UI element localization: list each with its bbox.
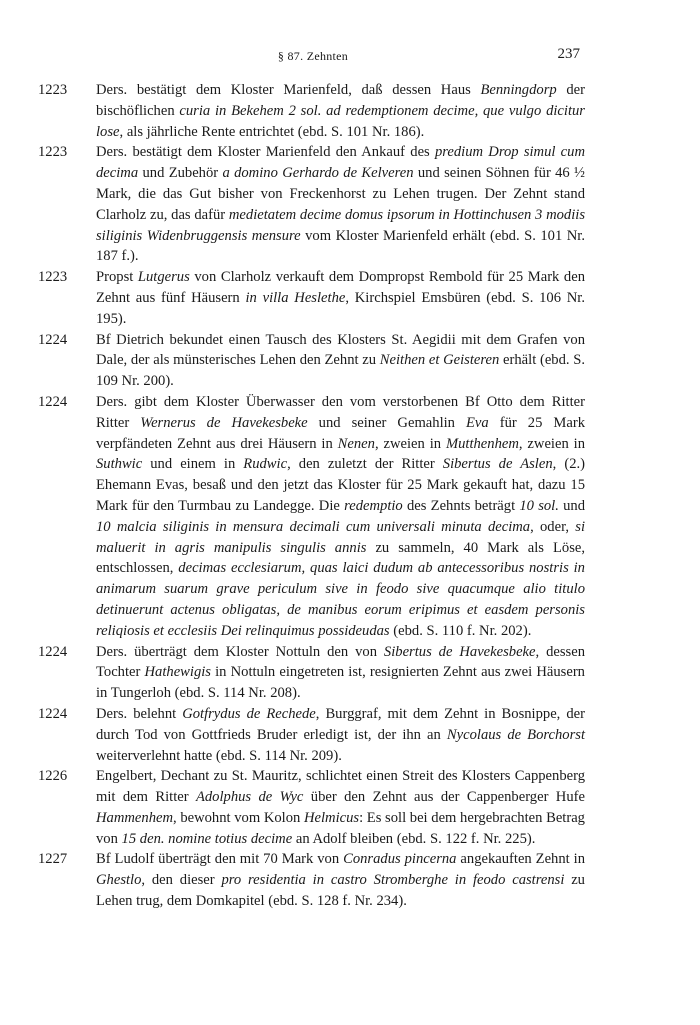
entry-text: in Nottuln eingetreten ist, resignierten Zehnt aus zwei Häusern in Tungerloh (ebd. S. 114 Nr. 208). (96, 664, 585, 702)
latin-quote: Hathewigis (144, 664, 211, 681)
entry-text: Bf Dietrich bekundet einen Tausch des Klosters St. Aegidii mit dem Grafen von Dale, der als münsterisches Lehen den Zehnt zu (96, 331, 585, 369)
latin-quote: 10 malcia siliginis in mensura decimali cum universali minuta decima (96, 518, 531, 535)
entry-text: zu Lehen trug, dem Domkapitel (ebd. S. 128 f. Nr. 234). (96, 872, 585, 910)
entry-text: : Es soll bei dem hergebrachten Betrag von (96, 809, 585, 847)
entry-text: (ebd. S. 110 f. Nr. 202). (389, 622, 532, 639)
entry-year: 1224 (38, 643, 68, 660)
entry-text: der bischöflichen (96, 82, 585, 119)
latin-quote: a domino Gerhardo de Kelveren (222, 165, 414, 182)
regest-entry (38, 766, 585, 849)
latin-quote: Nycolaus de Borchorst (446, 726, 586, 743)
entry-text: , zweien in (374, 435, 446, 452)
latin-quote: Nenen (337, 435, 375, 452)
latin-quote: Benningdorp (480, 82, 557, 98)
latin-quote: Helmicus (303, 809, 360, 826)
entry-text: von Clarholz verkauft dem Dompropst Rembold für 25 Mark den Zehnt aus fünf Häusern (96, 269, 586, 306)
entry-year: 1223 (38, 144, 68, 161)
latin-quote: si maluerit in agris manipulis singulis annis (96, 518, 585, 556)
latin-quote: Suthwic (96, 456, 143, 473)
entry-text: und seinen Söhnen für 46 ½ Mark, die das Gut bisher von Freckenhorst zu Lehen trugen. Der Zehnt stand Clarholz zu, das dafür (96, 165, 585, 223)
entry-year: 1226 (38, 768, 68, 785)
entry-text: angekauften Zehnt in (456, 851, 585, 868)
entry-text: , dessen Tochter (96, 643, 585, 681)
entry-text: für 25 Mark verpfändeten Zehnt aus drei Häusern in (96, 414, 585, 452)
entry-year: 1223 (38, 269, 68, 286)
entry-text: , Kirchspiel Emsbüren (ebd. S. 106 Nr. 195). (96, 289, 586, 327)
latin-quote: in villa Heslethe (245, 289, 346, 306)
latin-quote: medietatem decime domus ipsorum in Hottinchusen 3 modiis siliginis Widenbruggensis mensure (96, 206, 586, 244)
entry-text: , oder, (530, 518, 576, 535)
latin-quote: Conradus pincerna (343, 851, 457, 868)
entry-text: vom Kloster Marienfeld erhält (ebd. S. 101 Nr. 187 f.). (96, 227, 585, 265)
entry-text: , (2.) Ehemann Evas, besaß und den jetzt das Kloster für 25 Mark gekauft hat, dazu 15 Mark für den Turmbau zu Landegge. Die (96, 456, 585, 514)
regest-entry (38, 80, 585, 142)
latin-quote: 15 den. nomine totius decime (121, 830, 293, 847)
regest-entry (38, 142, 585, 267)
latin-quote: Rudwic (243, 456, 288, 473)
entry-text: , bewohnt vom Kolon (173, 809, 304, 826)
running-head (46, 46, 580, 66)
entry-text: weiterverlehnt hatte (ebd. S. 114 Nr. 209). (96, 747, 342, 764)
entry-text: Ders. überträgt dem Kloster Nottuln den von (96, 643, 384, 660)
entry-text: , Burggraf, mit dem Zehnt in Bosnippe, der durch Tod von Gottfrieds Bruder erledigt ist, der ihn an (96, 705, 585, 743)
entry-year: 1224 (38, 393, 68, 410)
entry-text: und seiner Gemahlin (307, 414, 467, 431)
latin-quote: decimas ecclesiarum, quas laici dudum ab antecessoribus nostris in animarum suarum grave periculum sive in feodo sive quacumque alio titulo detinuerunt actenus obligatas, de manibus eorum eripimus et easdem personis reliqiosis et ecclesiis Dei relinquimus possideudas (96, 560, 585, 639)
entry-text: und Zubehör (138, 165, 223, 182)
entry-list (38, 80, 585, 912)
regest-entry (38, 849, 585, 911)
regest-entry (38, 267, 585, 329)
page-number: 237 (557, 46, 580, 62)
entry-text: , zweien in (518, 435, 585, 452)
entry-text: und einem in (142, 456, 244, 473)
latin-quote: 10 sol. (519, 497, 559, 514)
entry-text: Ders. gibt dem Kloster Überwasser den vom verstorbenen Bf Otto dem Ritter Ritter (96, 393, 585, 431)
latin-quote: Lutgerus (137, 269, 190, 286)
entry-text: an Adolf bleiben (ebd. S. 122 f. Nr. 225). (292, 830, 536, 847)
entry-text: Ders. bestätigt dem Kloster Marienfeld, daß dessen Haus (96, 82, 481, 98)
latin-quote: Ghestlo (96, 872, 142, 889)
entry-year: 1223 (38, 82, 68, 98)
entry-text: erhält (ebd. S. 109 Nr. 200). (96, 352, 586, 390)
entry-year: 1224 (38, 705, 68, 722)
latin-quote: predium Drop simul cum decima (96, 144, 585, 182)
entry-year: 1224 (38, 331, 68, 348)
latin-quote: Sibertus de Havekesbeke (383, 643, 536, 660)
entry-text: des Zehnts beträgt (402, 497, 520, 514)
entry-text: Engelbert, Dechant zu St. Mauritz, schlichtet einen Streit des Klosters Cappenberg mit dem Ritter (96, 768, 585, 806)
latin-quote: Neithen et Geisteren (379, 352, 500, 369)
entry-text: und (558, 497, 586, 514)
entry-text: über den Zehnt aus der Cappenberger Hufe (303, 789, 585, 806)
latin-quote: Mutthenhem (445, 435, 519, 452)
entry-text: , den zuletzt der Ritter (287, 456, 443, 473)
latin-quote: Adolphus de Wyc (195, 789, 304, 806)
entry-text: Propst (96, 269, 138, 286)
running-title: § 87. Zehnten (277, 49, 349, 63)
latin-quote: pro residentia in castro Stromberghe in feodo castrensi (221, 872, 565, 889)
latin-quote: Eva (466, 414, 489, 431)
entry-text: , als jährliche Rente entrichtet (ebd. S. 101 Nr. 186). (119, 123, 425, 140)
regest-entry (38, 704, 585, 766)
entry-year: 1227 (38, 851, 68, 868)
regest-entry (38, 642, 585, 704)
entry-text: Bf Ludolf überträgt den mit 70 Mark von (96, 851, 344, 868)
entry-text: Ders. bestätigt dem Kloster Marienfeld den Ankauf des (96, 144, 435, 161)
entry-text: , den dieser (141, 872, 222, 889)
entry-text: Ders. belehnt (96, 705, 183, 722)
latin-quote: redemptio (344, 497, 403, 514)
latin-quote: Sibertus de Aslen (442, 456, 553, 473)
latin-quote: Hammenhem (96, 809, 174, 826)
latin-quote: curia in Bekehem 2 sol. ad redemptionem decime, que vulgo dicitur lose (96, 102, 585, 140)
regest-entry (38, 392, 585, 642)
entry-text: zu sammeln, 40 Mark als Löse, entschlossen, (96, 539, 585, 577)
regest-entry (38, 330, 585, 392)
latin-quote: Wernerus de Havekesbeke (140, 414, 308, 431)
latin-quote: Gotfrydus de Rechede (182, 705, 316, 722)
